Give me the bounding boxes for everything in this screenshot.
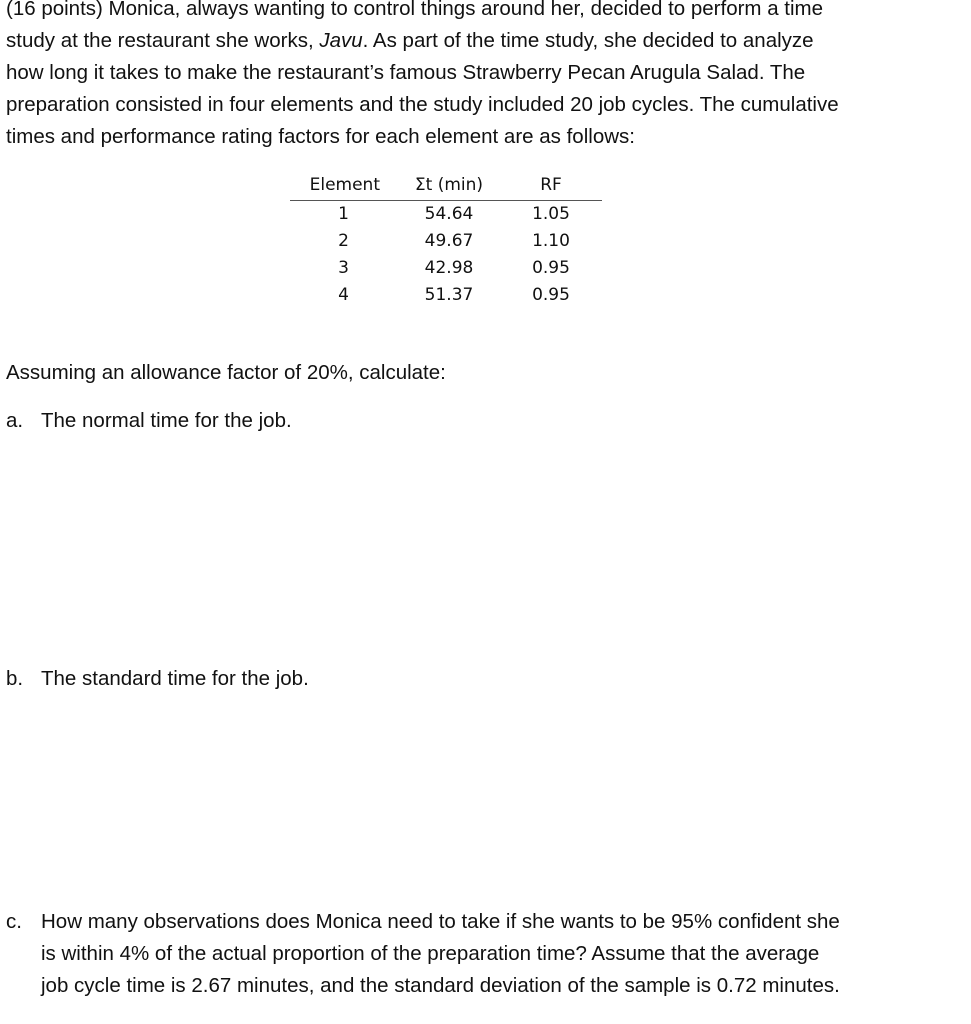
table-row xyxy=(290,228,602,255)
time-cell: 49.67 xyxy=(424,231,474,251)
rf-cell: 1.10 xyxy=(532,231,570,251)
question-line: The standard time for the job. xyxy=(41,667,309,690)
statement-line: (16 points) Monica, always wanting to control things around her, decided to perform a time xyxy=(6,0,824,20)
element-cell: 4 xyxy=(338,285,349,305)
element-cell: 2 xyxy=(338,231,349,251)
question-line: The normal time for the job. xyxy=(41,409,292,432)
table-row xyxy=(290,255,602,282)
question-label: b. xyxy=(6,667,24,690)
time-cell: 54.64 xyxy=(424,204,474,224)
question-label: a. xyxy=(6,409,24,432)
question-text xyxy=(41,906,961,1002)
allowance-assumption: Assuming an allowance factor of 20%, calculate: xyxy=(6,361,446,384)
header-cumulative-time: Σt (min) xyxy=(414,175,484,195)
rf-cell: 1.05 xyxy=(532,204,570,224)
restaurant-name: Javu xyxy=(319,29,363,52)
table-row xyxy=(290,201,602,228)
question-line: job cycle time is 2.67 minutes, and the standard deviation of the sample is 0.72 minutes. xyxy=(41,974,840,997)
question-text xyxy=(41,663,961,695)
header-rating-factor: RF xyxy=(540,175,562,195)
time-cell: 42.98 xyxy=(424,258,474,278)
rf-cell: 0.95 xyxy=(532,258,570,278)
rf-cell: 0.95 xyxy=(532,285,570,305)
question-text xyxy=(41,405,961,437)
element-cell: 3 xyxy=(338,258,349,278)
header-element: Element xyxy=(309,175,380,195)
question-label: c. xyxy=(6,910,22,933)
time-cell: 51.37 xyxy=(424,285,474,305)
statement-text: . As part of the time study, she decided to analyze xyxy=(362,29,814,52)
question-line: is within 4% of the actual proportion of the preparation time? Assume that the average xyxy=(41,942,820,965)
time-study-table xyxy=(290,173,602,309)
statement-line xyxy=(6,25,956,57)
table-row xyxy=(290,282,602,309)
question-line: How many observations does Monica need to take if she wants to be 95% confident she xyxy=(41,910,840,933)
statement-line: times and performance rating factors for each element are as follows: xyxy=(6,125,635,148)
element-cell: 1 xyxy=(338,204,349,224)
statement-line: how long it takes to make the restaurant’s famous Strawberry Pecan Arugula Salad. The xyxy=(6,61,806,84)
table-header-row xyxy=(290,173,602,201)
statement-line: preparation consisted in four elements and the study included 20 job cycles. The cumulative xyxy=(6,93,839,116)
problem-statement xyxy=(6,0,956,153)
statement-text: study at the restaurant she works, xyxy=(6,29,320,52)
